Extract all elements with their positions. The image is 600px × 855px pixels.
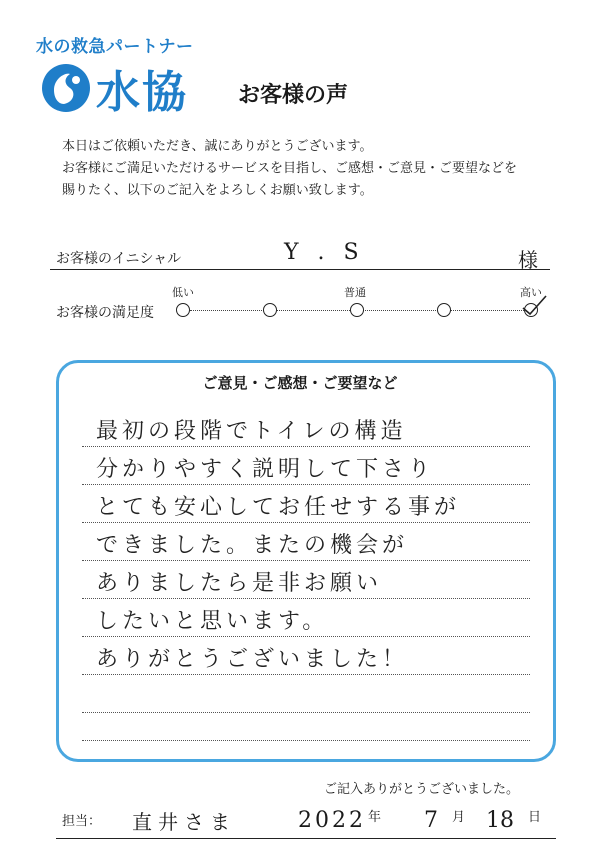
date-day-unit: 日 [528, 810, 542, 825]
scale-tick-high: 高い [520, 286, 542, 299]
scale-option-2[interactable] [263, 303, 277, 317]
scale-option-1[interactable] [176, 303, 190, 317]
satisfaction-label: お客様の満足度 [56, 305, 154, 321]
selected-check-icon [520, 294, 548, 318]
feedback-line-7: ありがとうございました！ [96, 647, 409, 672]
tagline: 水の救急パートナー [36, 37, 194, 57]
honorific-suffix: 様 [518, 248, 538, 272]
date-month-unit: 月 [452, 810, 466, 825]
water-drop-logo-icon [40, 62, 92, 114]
writing-line [82, 446, 530, 447]
writing-line [82, 712, 530, 713]
staff-underline [56, 838, 556, 839]
intro-line: お客様にご満足いただけるサービスを目指し、ご感想・ご意見・ご要望などを [62, 161, 518, 176]
intro-line: 賜りたく、以下のご記入をよろしくお願い致します。 [62, 183, 373, 198]
feedback-line-6: したいと思います。 [96, 609, 329, 634]
initial-underline [50, 269, 550, 270]
feedback-line-5: ありましたら是非お願い [96, 571, 383, 596]
thanks-text: ご記入ありがとうございました。 [324, 782, 520, 797]
feedback-line-3: とても安心してお任せする事が [96, 495, 461, 520]
feedback-line-1: 最初の段階でトイレの構造 [96, 419, 407, 444]
writing-line [82, 560, 530, 561]
writing-line [82, 636, 530, 637]
page-title: お客様の声 [238, 83, 349, 108]
writing-line [82, 674, 530, 675]
initial-label: お客様のイニシャル [56, 251, 182, 267]
writing-line [82, 598, 530, 599]
staff-name: 直井さま [132, 810, 236, 834]
date-year: 2022 [298, 808, 366, 833]
scale-tick-low: 低い [172, 286, 194, 299]
logo-text: 水協 [96, 67, 188, 118]
scale-option-4[interactable] [437, 303, 451, 317]
writing-line [82, 740, 530, 741]
staff-label: 担当： [62, 814, 102, 829]
writing-line [82, 484, 530, 485]
writing-line [82, 522, 530, 523]
initial-value: Y . S [284, 240, 365, 265]
date-month: 7 [424, 808, 438, 833]
feedback-line-4: できました。またの機会が [96, 533, 409, 558]
intro-text [62, 136, 562, 202]
scale-option-3[interactable] [350, 303, 364, 317]
feedback-line-2: 分かりやすく説明して下さり [96, 457, 435, 482]
date-day: 18 [486, 808, 514, 833]
intro-line: 本日はご依頼いただき、誠にありがとうございます。 [62, 139, 373, 154]
scale-tick-mid: 普通 [344, 286, 366, 299]
date-year-unit: 年 [368, 810, 382, 825]
feedback-title: ご意見・ご感想・ご要望など [202, 374, 398, 392]
